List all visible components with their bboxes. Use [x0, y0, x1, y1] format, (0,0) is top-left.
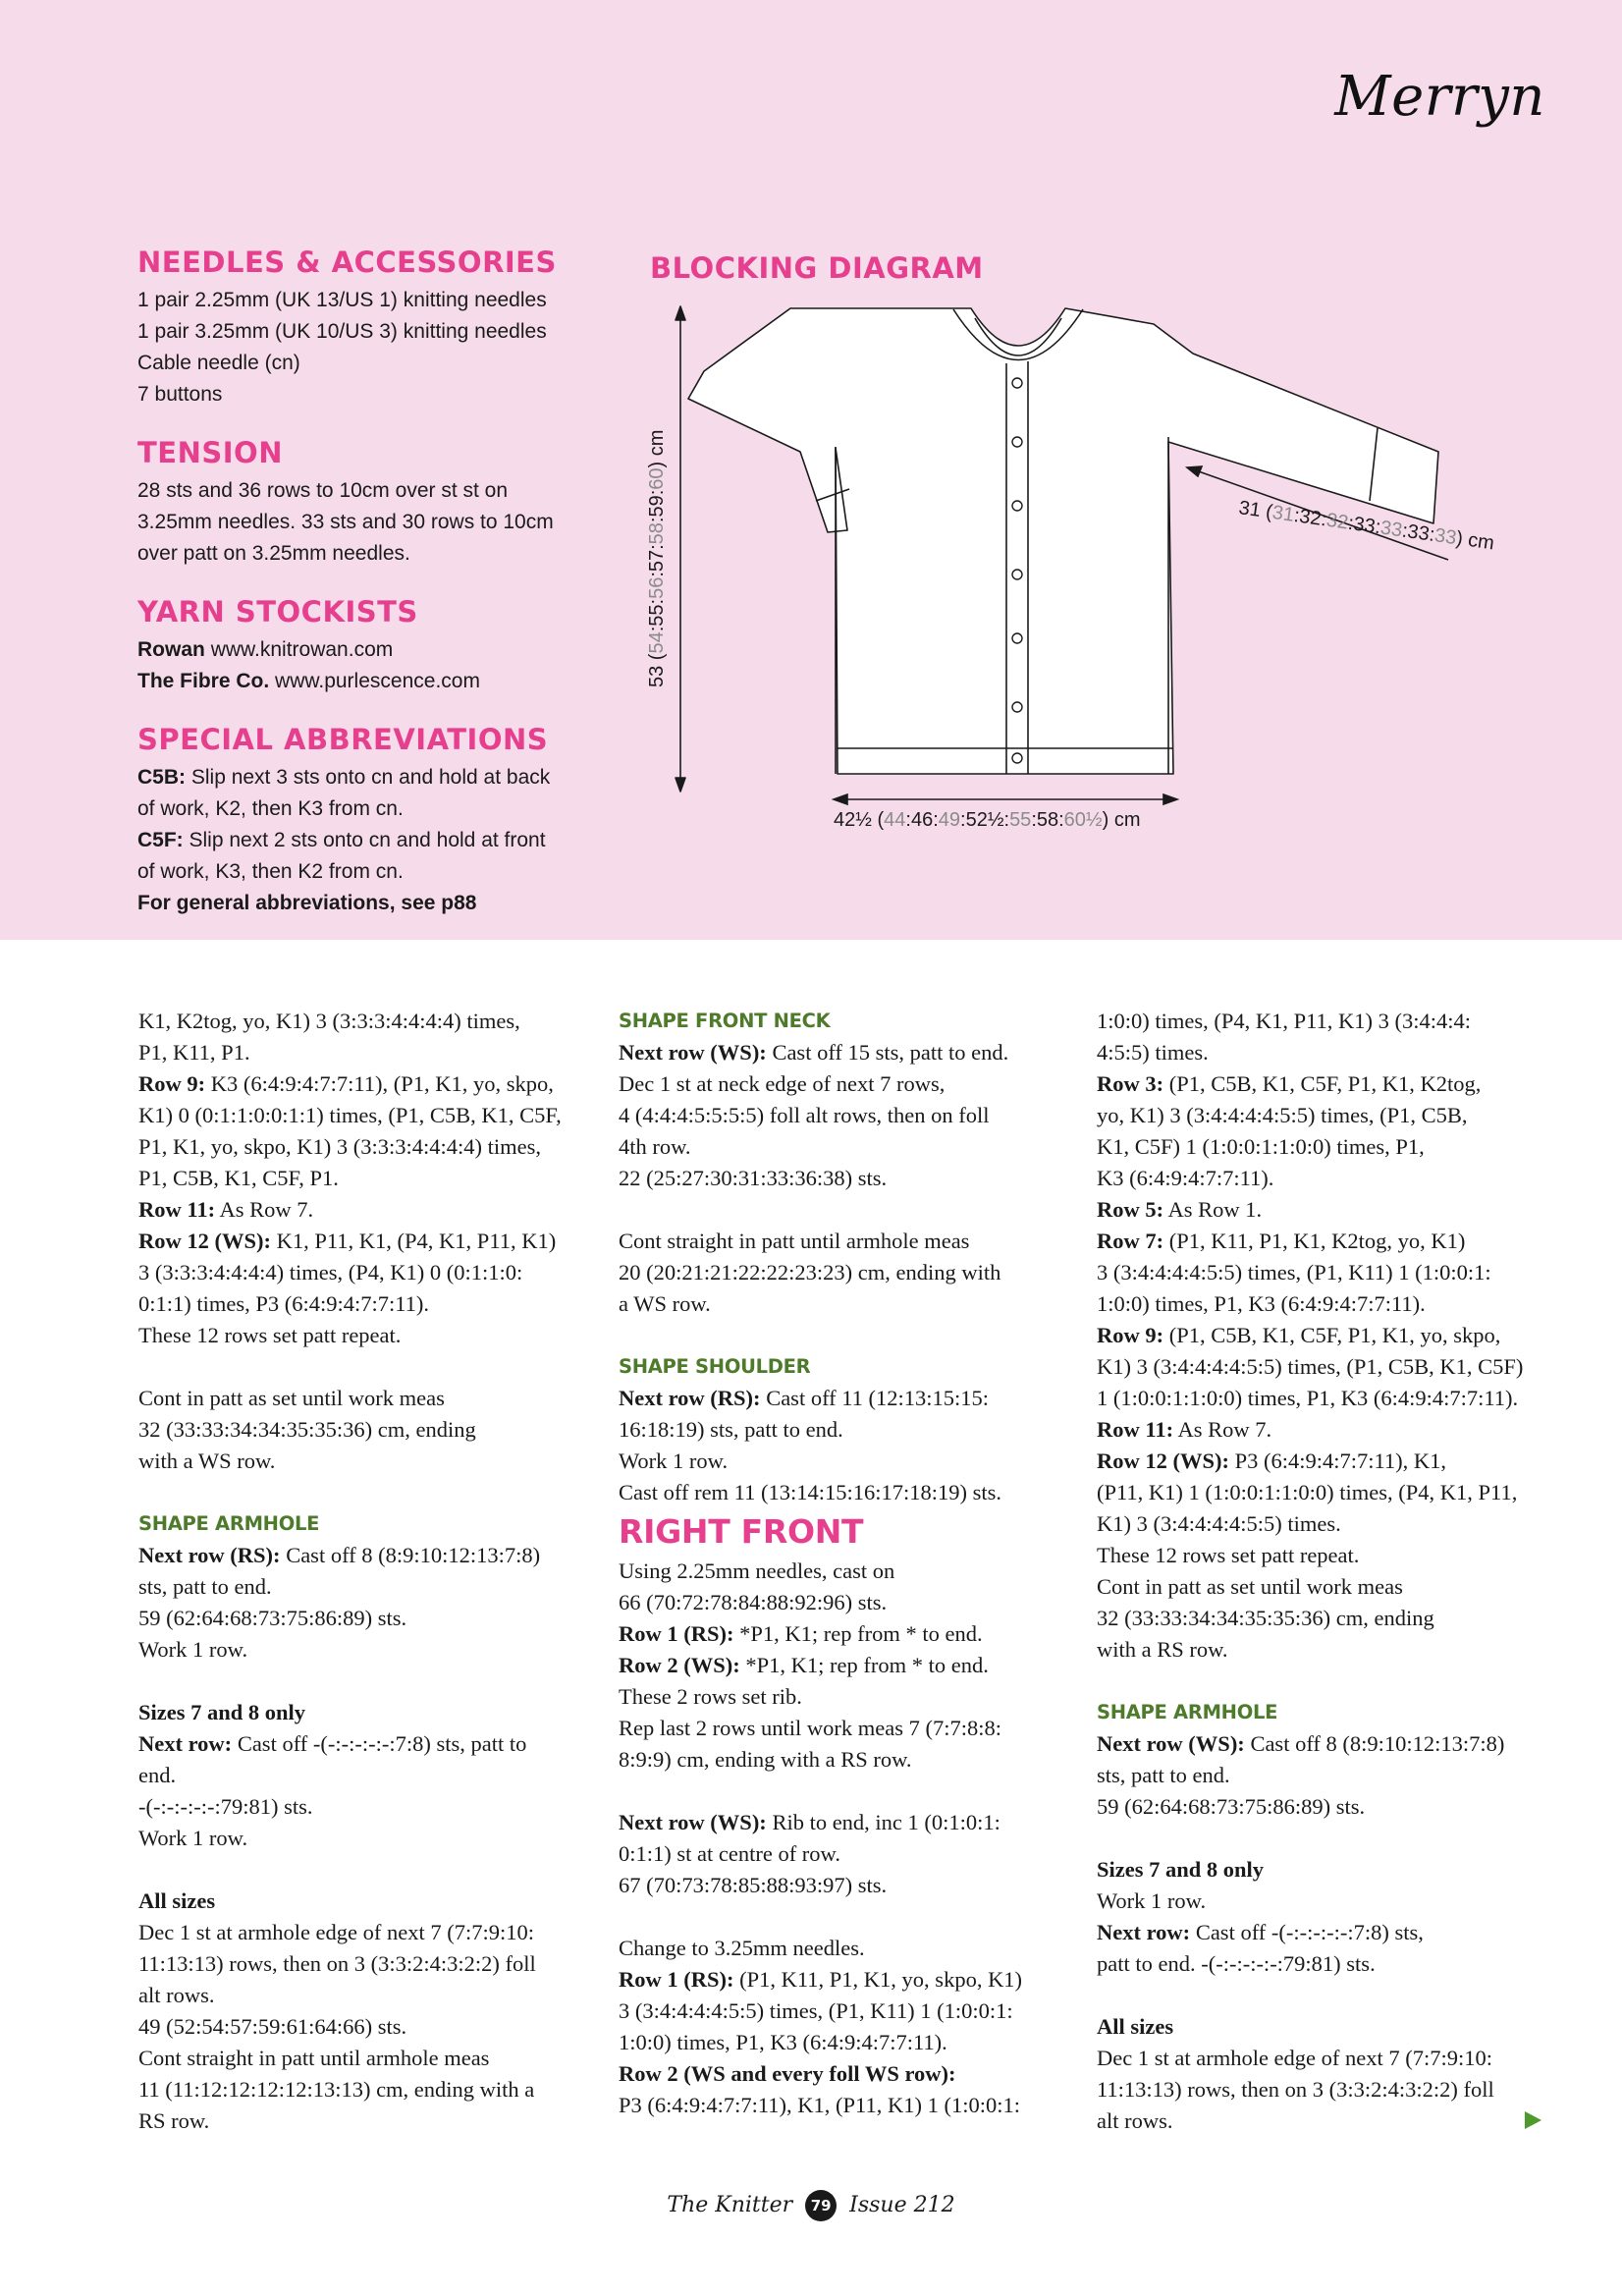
height-label: 53 (54:55:56:57:58:59:60) cm [646, 429, 668, 687]
page-footer [0, 2190, 1622, 2221]
sizes-heading: Sizes 7 and 8 only [1097, 1857, 1265, 1882]
sizes-heading: All sizes [1097, 2014, 1174, 2039]
pattern-row: Row 9: K3 (6:4:9:4:7:7:11), (P1, K1, yo, skpo, [138, 1071, 554, 1096]
tension-line: 28 sts and 36 rows to 10cm over st st on [137, 479, 509, 502]
pattern-line: 66 (70:72:78:84:88:92:96) sts. [619, 1590, 888, 1614]
tension-line: 3.25mm needles. 33 sts and 30 rows to 10cm [137, 511, 554, 533]
pattern-line: end. [138, 1763, 177, 1787]
stockist-fibre-co: The Fibre Co. www.purlescence.com [137, 670, 480, 692]
page-title: Merryn [1334, 65, 1545, 129]
pattern-line: yo, K1) 3 (3:4:4:4:4:5:5) times, (P1, C5B, [1097, 1103, 1468, 1127]
pattern-row: Row 12 (WS): P3 (6:4:9:4:7:7:11), K1, [1097, 1449, 1447, 1473]
abbrev-c5f-cont: of work, K3, then K2 from cn. [137, 860, 404, 883]
diagram-heading: BLOCKING DIAGRAM [650, 251, 984, 285]
pattern-line: Rep last 2 rows until work meas 7 (7:7:8:8: [619, 1716, 1001, 1740]
pattern-row: Next row (WS): Rib to end, inc 1 (0:1:0:1: [619, 1810, 1000, 1834]
pattern-line: with a WS row. [138, 1449, 276, 1473]
pattern-column-3 [1097, 1006, 1548, 2137]
pattern-line: 1:0:0) times, P1, K3 (6:4:9:4:7:7:11). [1097, 1291, 1426, 1316]
pattern-line: 11:13:13) rows, then on 3 (3:3:2:4:3:2:2) foll [138, 1951, 536, 1976]
pattern-row: Row 9: (P1, C5B, K1, C5F, P1, K1, yo, skpo, [1097, 1323, 1501, 1347]
pattern-line: 59 (62:64:68:73:75:86:89) sts. [138, 1606, 407, 1630]
pattern-line: P1, C5B, K1, C5F, P1. [138, 1166, 339, 1190]
needles-line: 1 pair 2.25mm (UK 13/US 1) knitting needles [137, 289, 547, 311]
abbrev-c5b-cont: of work, K2, then K3 from cn. [137, 797, 404, 820]
magazine-name: The Knitter [667, 2193, 793, 2217]
pattern-line: 67 (70:73:78:85:88:93:97) sts. [619, 1873, 888, 1897]
needles-line: 7 buttons [137, 383, 223, 406]
pattern-line: 32 (33:33:34:34:35:35:36) cm, ending [138, 1417, 476, 1442]
pattern-line: 8:9:9) cm, ending with a RS row. [619, 1747, 912, 1772]
materials-info [137, 246, 599, 919]
issue-number: Issue 212 [849, 2193, 955, 2217]
pattern-row: Row 11: As Row 7. [138, 1197, 314, 1222]
width-label: 42½ (44:46:49:52½:55:58:60½) cm [834, 809, 1141, 831]
stockist-url[interactable]: www.purlescence.com [275, 670, 480, 692]
tension-line: over patt on 3.25mm needles. [137, 542, 410, 565]
continue-arrow-icon [1525, 2111, 1541, 2129]
pattern-line: P1, K1, yo, skpo, K1) 3 (3:3:3:4:4:4:4) times, [138, 1134, 541, 1159]
pattern-line: 0:1:1) st at centre of row. [619, 1841, 840, 1866]
pattern-line: Cast off rem 11 (13:14:15:16:17:18:19) sts. [619, 1480, 1001, 1504]
pattern-line: 59 (62:64:68:73:75:86:89) sts. [1097, 1794, 1366, 1819]
pattern-line: RS row. [138, 2108, 210, 2133]
pattern-row: Row 7: (P1, K11, P1, K1, K2tog, yo, K1) [1097, 1229, 1466, 1253]
pattern-line: These 12 rows set patt repeat. [1097, 1543, 1360, 1567]
pattern-column-2 [619, 1006, 1070, 2121]
pattern-line: -(-:-:-:-:-:79:81) sts. [138, 1794, 313, 1819]
pattern-row: Row 12 (WS): K1, P11, K1, (P4, K1, P11, K1) [138, 1229, 557, 1253]
pattern-row: Row 1 (RS): *P1, K1; rep from * to end. [619, 1621, 983, 1646]
pattern-line: Work 1 row. [138, 1637, 248, 1662]
tension-heading: TENSION [137, 436, 283, 469]
stockists-heading: YARN STOCKISTS [137, 595, 418, 629]
pattern-line: K1) 0 (0:1:1:0:0:1:1) times, (P1, C5B, K1, C5F, [138, 1103, 562, 1127]
sizes-heading: Sizes 7 and 8 only [138, 1700, 306, 1724]
abbrev-c5b: C5B: Slip next 3 sts onto cn and hold at back [137, 766, 551, 789]
sizes-heading: All sizes [138, 1888, 216, 1913]
pattern-line: 32 (33:33:34:34:35:35:36) cm, ending [1097, 1606, 1434, 1630]
pattern-row: Row 2 (WS): *P1, K1; rep from * to end. [619, 1653, 989, 1677]
section-heading: SHAPE ARMHOLE [1097, 1701, 1278, 1723]
pattern-line: Dec 1 st at neck edge of next 7 rows, [619, 1071, 946, 1096]
pattern-line: Cont in patt as set until work meas [1097, 1574, 1403, 1599]
pattern-row: Next row (WS): Cast off 15 sts, patt to end. [619, 1040, 1009, 1065]
pattern-line: a WS row. [619, 1291, 711, 1316]
pattern-line: alt rows. [1097, 2108, 1173, 2133]
pattern-line: K1) 3 (3:4:4:4:4:5:5) times, (P1, C5B, K1, C5F) [1097, 1354, 1524, 1379]
pattern-line: (P11, K1) 1 (1:0:0:1:1:0:0) times, (P4, K1, P11, [1097, 1480, 1518, 1504]
pattern-row: Row 2 (WS and every foll WS row): [619, 2061, 956, 2086]
pattern-line: Cont straight in patt until armhole meas [138, 2046, 490, 2070]
needles-heading: NEEDLES & ACCESSORIES [137, 246, 557, 279]
pattern-line: 1:0:0) times, (P4, K1, P11, K1) 3 (3:4:4:4: [1097, 1009, 1472, 1033]
pattern-line: K1, C5F) 1 (1:0:0:1:1:0:0) times, P1, [1097, 1134, 1425, 1159]
abbrev-c5f: C5F: Slip next 2 sts onto cn and hold at front [137, 829, 546, 851]
pattern-line: Dec 1 st at armhole edge of next 7 (7:7:9:10: [1097, 2046, 1493, 2070]
pattern-line: P3 (6:4:9:4:7:7:11), K1, (P11, K1) 1 (1:0:0:1: [619, 2093, 1020, 2117]
section-heading: SHAPE FRONT NECK [619, 1010, 831, 1032]
pattern-line: Work 1 row. [1097, 1888, 1207, 1913]
pattern-row: Row 1 (RS): (P1, K11, P1, K1, yo, skpo, K1) [619, 1967, 1023, 1992]
pattern-line: 3 (3:4:4:4:4:5:5) times, (P1, K11) 1 (1:0:0:1: [1097, 1260, 1491, 1285]
pattern-line: K3 (6:4:9:4:7:7:11). [1097, 1166, 1274, 1190]
needles-line: Cable needle (cn) [137, 352, 300, 374]
section-heading: SHAPE ARMHOLE [138, 1512, 320, 1535]
general-abbrev-note: For general abbreviations, see p88 [137, 892, 477, 914]
pattern-line: These 2 rows set rib. [619, 1684, 802, 1709]
pattern-line: Dec 1 st at armhole edge of next 7 (7:7:9:10: [138, 1920, 535, 1944]
pattern-column-1 [138, 1006, 590, 2137]
pattern-row: Row 3: (P1, C5B, K1, C5F, P1, K1, K2tog, [1097, 1071, 1482, 1096]
pattern-line: Change to 3.25mm needles. [619, 1936, 865, 1960]
pattern-line: alt rows. [138, 1983, 215, 2007]
pattern-row: Next row: Cast off -(-:-:-:-:-:7:8) sts, patt to [138, 1731, 527, 1756]
pattern-line: 11 (11:12:12:12:12:13:13) cm, ending with a [138, 2077, 535, 2102]
pattern-row: Next row (RS): Cast off 11 (12:13:15:15: [619, 1386, 990, 1410]
pattern-line: K1, K2tog, yo, K1) 3 (3:3:3:4:4:4:4) times, [138, 1009, 520, 1033]
pattern-line: 0:1:1) times, P3 (6:4:9:4:7:7:11). [138, 1291, 430, 1316]
pattern-line: Work 1 row. [138, 1826, 248, 1850]
pattern-line: 4th row. [619, 1134, 691, 1159]
pattern-line: 20 (20:21:21:22:22:23:23) cm, ending with [619, 1260, 1001, 1285]
pattern-line: sts, patt to end. [138, 1574, 272, 1599]
pattern-line: Using 2.25mm needles, cast on [619, 1558, 895, 1583]
pattern-line: Cont straight in patt until armhole meas [619, 1229, 970, 1253]
pattern-line: 22 (25:27:30:31:33:36:38) sts. [619, 1166, 888, 1190]
pattern-line: sts, patt to end. [1097, 1763, 1230, 1787]
pattern-line: 1:0:0) times, P1, K3 (6:4:9:4:7:7:11). [619, 2030, 947, 2054]
abbreviations-heading: SPECIAL ABBREVIATIONS [137, 723, 549, 756]
pattern-line: 4 (4:4:4:5:5:5:5) foll alt rows, then on foll [619, 1103, 990, 1127]
pattern-line: Work 1 row. [619, 1449, 729, 1473]
pattern-line: 3 (3:3:3:4:4:4:4) times, (P4, K1) 0 (0:1:1:0: [138, 1260, 523, 1285]
pattern-line: K1) 3 (3:4:4:4:4:5:5) times. [1097, 1511, 1341, 1536]
pattern-line: P1, K11, P1. [138, 1040, 250, 1065]
pattern-line: 16:18:19) sts, patt to end. [619, 1417, 843, 1442]
needles-line: 1 pair 3.25mm (UK 10/US 3) knitting needles [137, 320, 547, 343]
stockist-url[interactable]: www.knitrowan.com [210, 638, 394, 661]
page-number: 79 [805, 2190, 837, 2221]
pattern-line: 49 (52:54:57:59:61:64:66) sts. [138, 2014, 407, 2039]
pattern-line: 1 (1:0:0:1:1:0:0) times, P1, K3 (6:4:9:4:7:7:11). [1097, 1386, 1519, 1410]
blocking-diagram [643, 295, 1605, 845]
pattern-line: 4:5:5) times. [1097, 1040, 1209, 1065]
pattern-line: These 12 rows set patt repeat. [138, 1323, 402, 1347]
pattern-row: Row 5: As Row 1. [1097, 1197, 1263, 1222]
pattern-line: Cont in patt as set until work meas [138, 1386, 445, 1410]
section-heading: SHAPE SHOULDER [619, 1355, 811, 1378]
sleeve-label: 31 (31:32:32:33:33:33:33) cm [1237, 497, 1496, 555]
pattern-row: Next row: Cast off -(-:-:-:-:-:7:8) sts, [1097, 1920, 1424, 1944]
pattern-line: patt to end. -(-:-:-:-:-:79:81) sts. [1097, 1951, 1376, 1976]
pattern-row: Next row (RS): Cast off 8 (8:9:10:12:13:7:8) [138, 1543, 541, 1567]
pattern-row: Next row (WS): Cast off 8 (8:9:10:12:13:7:8) [1097, 1731, 1505, 1756]
stockist-rowan: Rowan www.knitrowan.com [137, 638, 394, 661]
pattern-row: Row 11: As Row 7. [1097, 1417, 1272, 1442]
pattern-line: 11:13:13) rows, then on 3 (3:3:2:4:3:2:2) foll [1097, 2077, 1494, 2102]
pattern-line: with a RS row. [1097, 1637, 1228, 1662]
pattern-line: 3 (3:4:4:4:4:5:5) times, (P1, K11) 1 (1:0:0:1: [619, 1998, 1013, 2023]
part-heading: RIGHT FRONT [619, 1512, 864, 1551]
